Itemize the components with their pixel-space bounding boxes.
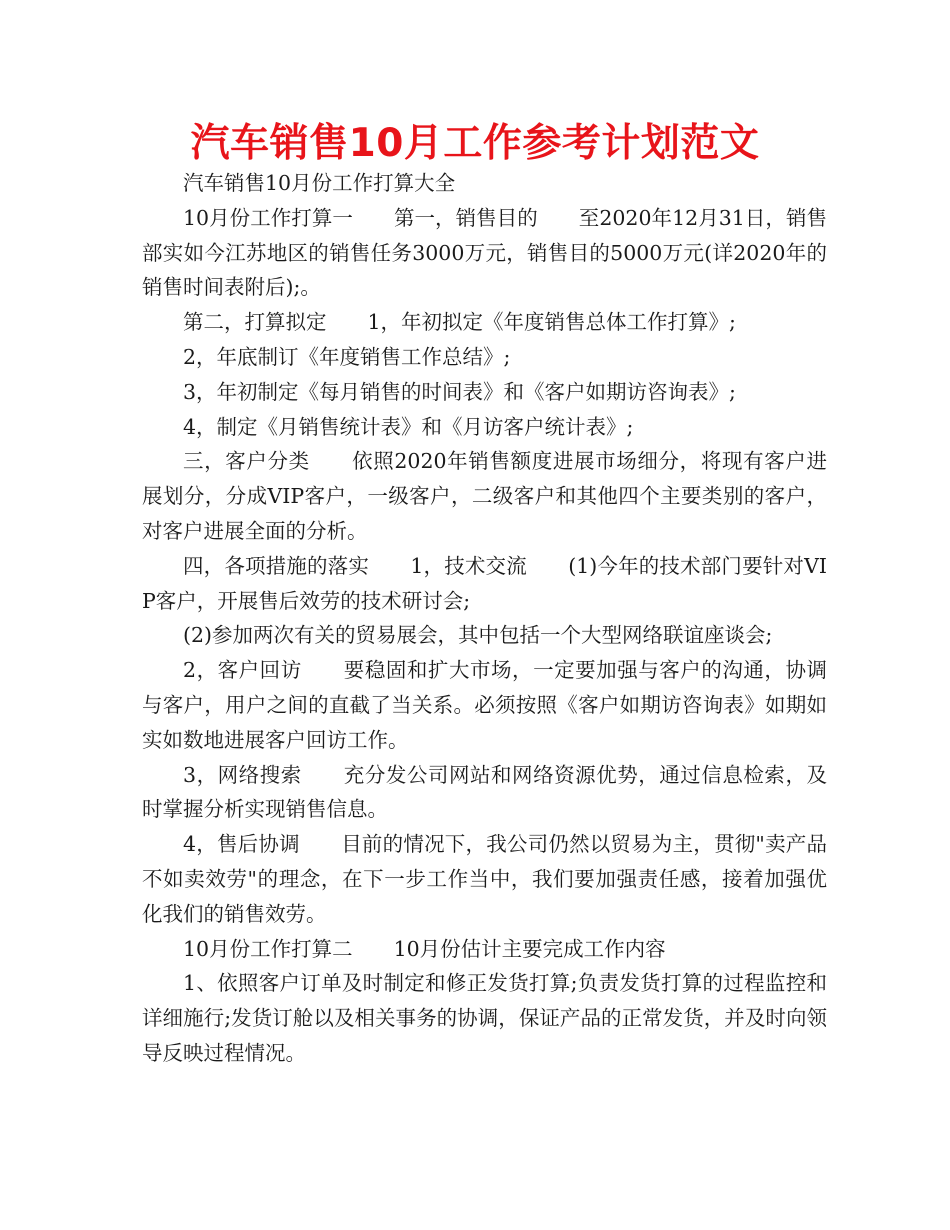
trade-fair-paragraph: (2)参加两次有关的贸易展会，其中包括一个大型网络联谊座谈会;: [183, 623, 773, 648]
document-title: 汽车销售10月工作参考计划范文: [190, 121, 760, 166]
year-end-summary-paragraph: 2，年底制订《年度销售工作总结》;: [183, 344, 511, 369]
customer-visit-paragraph: 2，客户回访 要稳固和扩大市场，一定要加强与客户的沟通，协调与客户，用户之间的直截了当关系。必须按照《客户如期访咨询表》如期如实如数地进展客户回访工作。: [142, 658, 827, 752]
plan-drafting-paragraph: 第二，打算拟定 1，年初拟定《年度销售总体工作打算》;: [183, 310, 736, 335]
plan-two-heading-paragraph: 10月份工作打算二 10月份估计主要完成工作内容: [183, 936, 666, 961]
monthly-statistics-paragraph: 4，制定《月销售统计表》和《月访客户统计表》;: [183, 414, 634, 439]
document-body: [142, 166, 827, 1071]
subtitle-paragraph: 汽车销售10月份工作打算大全: [183, 171, 456, 195]
shipment-plan-paragraph: 1、依照客户订单及时制定和修正发货打算;负责发货打算的过程监控和详细施行;发货订舱以及相关事务的协调，保证产品的正常发货，并及时向领导反映过程情况。: [142, 971, 827, 1065]
network-search-paragraph: 3，网络搜索 充分发公司网站和网络资源优势，通过信息检索，及时掌握分析实现销售信息。: [142, 762, 827, 822]
monthly-schedule-paragraph: 3，年初制定《每月销售的时间表》和《客户如期访咨询表》;: [183, 379, 736, 404]
after-sales-paragraph: 4，售后协调 目前的情况下，我公司仍然以贸易为主，贯彻"卖产品不如卖效劳"的理念，在下一步工作当中，我们要加强责任感，接着加强优化我们的销售效劳。: [142, 832, 827, 926]
plan-one-sales-target-paragraph: 10月份工作打算一 第一，销售目的 至2020年12月31日，销售部实如今江苏地区的销售任务3000万元，销售目的5000万元(详2020年的销售时间表附后);。: [142, 205, 827, 300]
customer-classification-paragraph: 三，客户分类 依照2020年销售额度进展市场细分，将现有客户进展划分，分成VIP客户，一级客户，二级客户和其他四个主要类别的客户，对客户进展全面的分析。: [142, 449, 827, 543]
measures-technical-exchange-paragraph: 四，各项措施的落实 1，技术交流 (1)今年的技术部门要针对VIP客户，开展售后效劳的技术研讨会;: [142, 553, 827, 613]
